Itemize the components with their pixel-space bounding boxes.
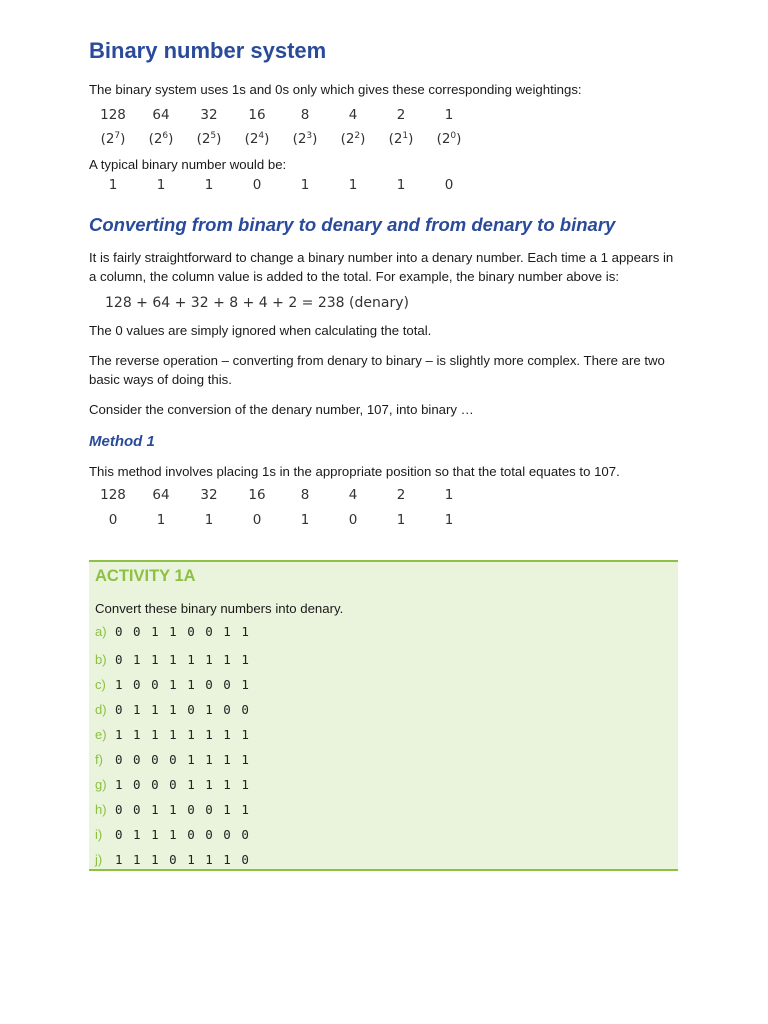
weight-cell: 32 <box>200 107 218 123</box>
activity-box <box>89 560 678 871</box>
item-label: d) <box>95 702 107 717</box>
item-value: 1 1 1 0 1 1 1 0 <box>115 852 251 867</box>
activity-item <box>95 777 250 792</box>
power-cell: $(2^3)$ <box>292 131 318 147</box>
item-value: 0 0 0 0 1 1 1 1 <box>115 752 251 767</box>
bit-cell: 1 <box>204 512 214 528</box>
powers-row <box>89 127 679 151</box>
bit-cell: 1 <box>396 177 406 193</box>
bit-cell: 1 <box>300 177 310 193</box>
bit-cell: 1 <box>156 512 166 528</box>
activity-item <box>95 827 250 842</box>
activity-item <box>95 752 250 767</box>
activity-intro: Convert these binary numbers into denary. <box>95 601 344 616</box>
weightings-table <box>89 103 679 151</box>
item-label: c) <box>95 677 106 692</box>
item-value: 1 1 1 1 1 1 1 1 <box>115 727 251 742</box>
paragraph-consider: Consider the conversion of the denary number, 107, into binary … <box>89 402 474 417</box>
activity-item <box>95 677 250 692</box>
item-value: 0 1 1 1 0 0 0 0 <box>115 827 251 842</box>
method-text: This method involves placing 1s in the appropriate position so that the total equates to 107. <box>89 464 620 479</box>
sum-expression: 128 + 64 + 32 + 8 + 4 + 2 = 238 (denary) <box>105 295 409 311</box>
weight-cell: 16 <box>248 107 266 123</box>
paragraph-ignore-zeros: The 0 values are simply ignored when calculating the total. <box>89 323 432 338</box>
bit-cell: 1 <box>156 177 166 193</box>
weight-cell: 2 <box>396 487 406 503</box>
bit-cell: 1 <box>108 177 118 193</box>
bit-cell: 0 <box>108 512 118 528</box>
item-label: f) <box>95 752 103 767</box>
power-cell: $(2^4)$ <box>244 131 270 147</box>
weight-cell: 2 <box>396 107 406 123</box>
weight-cell: 16 <box>248 487 266 503</box>
weight-cell: 32 <box>200 487 218 503</box>
method-bits-row <box>89 507 679 533</box>
activity-item <box>95 852 250 867</box>
item-value: 0 0 1 1 0 0 1 1 <box>115 624 251 639</box>
power-cell: $(2^7)$ <box>100 131 126 147</box>
item-value: 0 1 1 1 1 1 1 1 <box>115 652 251 667</box>
paragraph-conversion: It is fairly straightforward to change a binary number into a denary number. Each time a 1 appears in a column, the column value is added to the total. For example, the binary number above is: <box>89 250 674 284</box>
bit-cell: 1 <box>204 177 214 193</box>
activity-item <box>95 727 250 742</box>
weight-cell: 128 <box>100 107 126 123</box>
weight-cell: 4 <box>348 487 358 503</box>
power-cell: $(2^6)$ <box>148 131 174 147</box>
power-cell: $(2^2)$ <box>340 131 366 147</box>
section-heading: Converting from binary to denary and from denary to binary <box>89 214 616 235</box>
weight-cell: 8 <box>300 107 310 123</box>
activity-item <box>95 702 250 717</box>
item-value: 1 0 0 0 1 1 1 1 <box>115 777 251 792</box>
typical-bits-row <box>89 174 679 196</box>
bit-cell: 1 <box>300 512 310 528</box>
item-label: g) <box>95 777 107 792</box>
power-cell: $(2^0)$ <box>436 131 462 147</box>
page-title: Binary number system <box>89 38 327 63</box>
activity-item <box>95 802 250 817</box>
activity-item <box>95 624 250 639</box>
item-label: h) <box>95 802 107 817</box>
weights-row <box>89 103 679 127</box>
weight-cell: 1 <box>444 487 454 503</box>
intro-text: The binary system uses 1s and 0s only which gives these corresponding weightings: <box>89 82 582 97</box>
document-body <box>89 36 679 533</box>
weight-cell: 128 <box>100 487 126 503</box>
bit-cell: 1 <box>396 512 406 528</box>
method-weights-row <box>89 483 679 507</box>
paragraph-reverse: The reverse operation – converting from denary to binary – is slightly more complex. There are two basic ways of doing this. <box>89 353 665 387</box>
method-heading: Method 1 <box>89 433 155 450</box>
bit-cell: 0 <box>348 512 358 528</box>
item-label: j) <box>95 852 103 867</box>
weight-cell: 1 <box>444 107 454 123</box>
weight-cell: 8 <box>300 487 310 503</box>
bit-cell: 1 <box>348 177 358 193</box>
bit-cell: 1 <box>444 512 454 528</box>
item-label: a) <box>95 624 107 639</box>
weight-cell: 4 <box>348 107 358 123</box>
activity-item <box>95 652 250 667</box>
item-value: 1 0 0 1 1 0 0 1 <box>115 677 251 692</box>
bit-cell: 0 <box>252 512 262 528</box>
power-cell: $(2^1)$ <box>388 131 414 147</box>
typical-label: A typical binary number would be: <box>89 157 287 172</box>
bit-cell: 0 <box>252 177 262 193</box>
weight-cell: 64 <box>152 107 170 123</box>
item-value: 0 1 1 1 0 1 0 0 <box>115 702 251 717</box>
weight-cell: 64 <box>152 487 170 503</box>
power-cell: $(2^5)$ <box>196 131 222 147</box>
item-label: b) <box>95 652 107 667</box>
item-label: e) <box>95 727 107 742</box>
item-value: 0 0 1 1 0 0 1 1 <box>115 802 251 817</box>
bit-cell: 0 <box>444 177 454 193</box>
item-label: i) <box>95 827 103 842</box>
activity-title: ACTIVITY 1A <box>95 567 196 585</box>
